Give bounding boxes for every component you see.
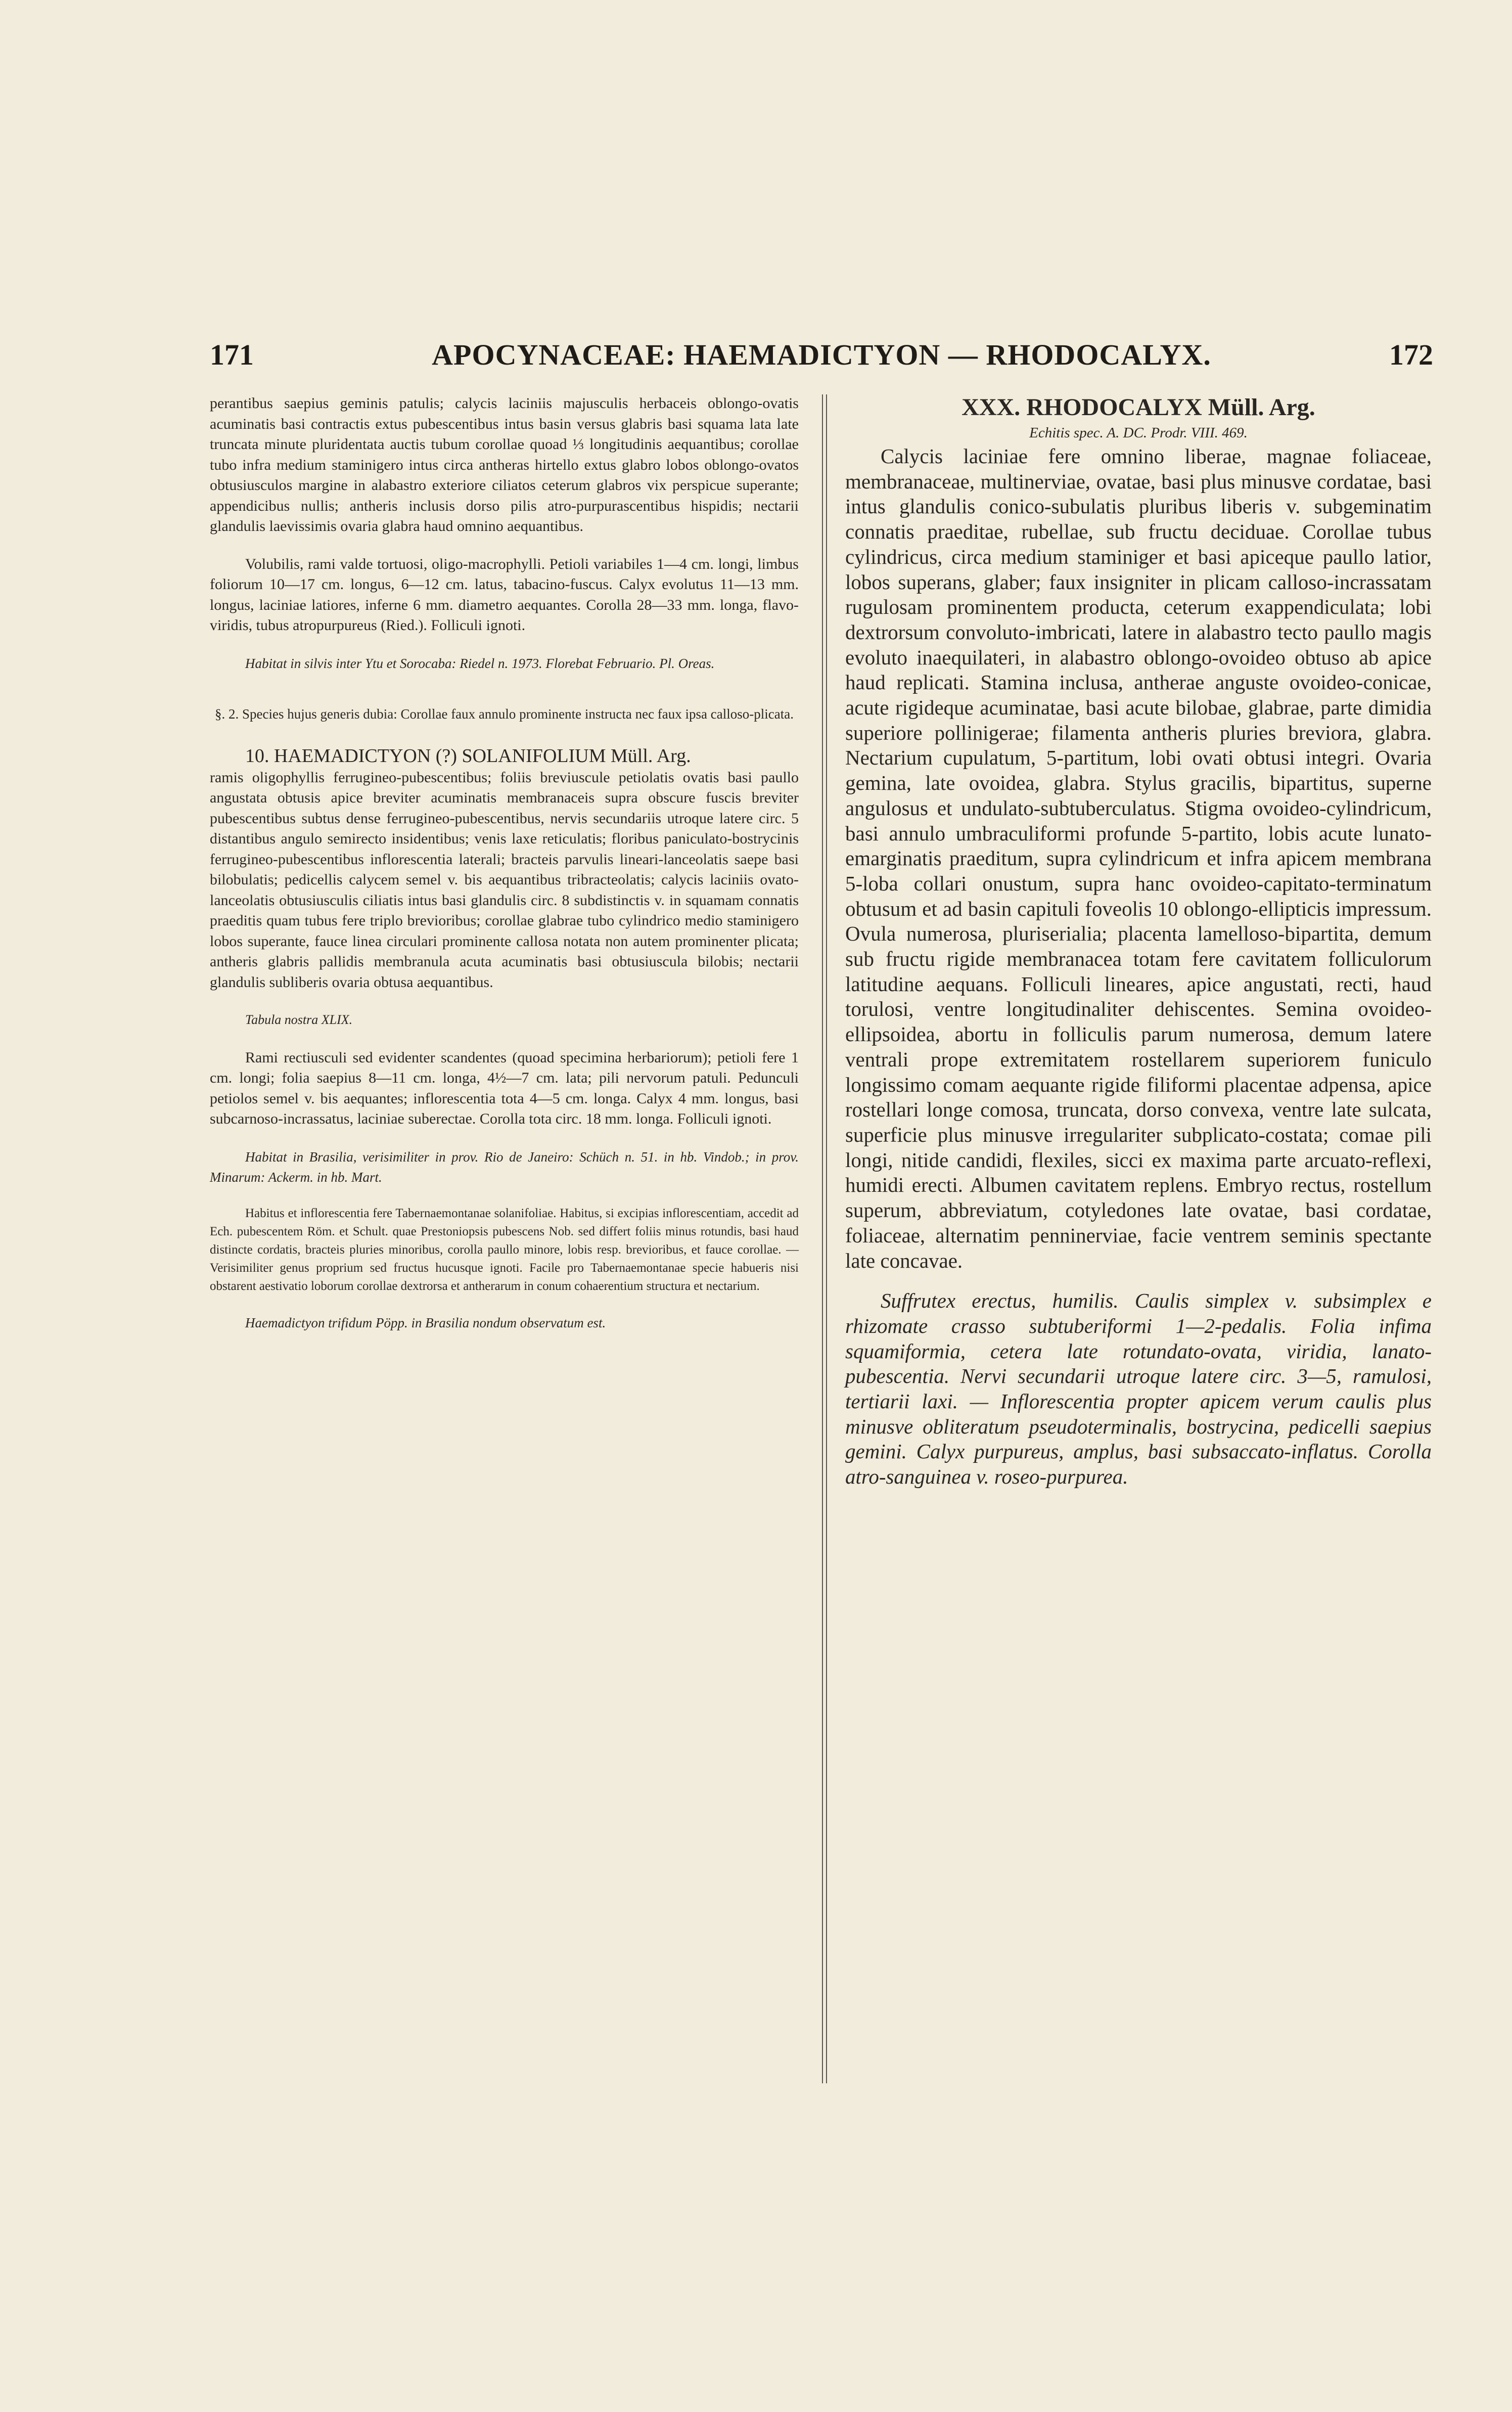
species-heading: 10. HAEMADICTYON (?) SOLANIFOLIUM Müll. Arg.	[245, 745, 691, 767]
column-divider-line	[822, 394, 823, 2083]
page-number-left: 171	[210, 338, 254, 371]
remarks-paragraph: Habitus et inflorescentia fere Tabernaemontanae solanifoliae. Habitus, si excipias inflorescentiam, accedit ad Ech. pubescentem Röm. et Schult. quae Prestoniopsis pubescens Nob. sed differt foliis minus rotundis, basi haud distincte cordatis, bracteis pluries minoribus, corolla paullo minore, lobis resp. brevioribus, et fauce corollae. — Verisimiliter genus proprium sed fructus hucusque ignoti. Facile pro Tabernaemontanae specie habueris nisi obstarent aestivatio loborum corollae dextrorsa et antherarum in conum cohaerentium structura et nectarium.	[210, 1206, 799, 1293]
running-title: APOCYNACEAE: HAEMADICTYON — RHODOCALYX.	[432, 338, 1211, 371]
paragraph-description: Volubilis, rami valde tortuosi, oligo-macrophylli. Petioli variabiles 1—4 cm. longi, limbus foliorum 10—17 cm. longus, 6—12 cm. latus, tabacino-fuscus. Calyx evolutus 11—13 mm. longus, laciniae latiores, inferne 6 mm. diametro aequantes. Corolla 28—33 mm. longa, flavo-viridis, tubus atropurpureus (Ried.). Folliculi ignoti.	[210, 555, 799, 634]
habitat-note: Habitat in Brasilia, verisimiliter in prov. Rio de Janeiro: Schüch n. 51. in hb. Vindob.; in prov. Minarum: Ackerm. in hb. Mart.	[210, 1149, 799, 1185]
habitat-note: Habitat in silvis inter Ytu et Sorocaba: Riedel n. 1973. Florebat Februario. Pl. Oreas.	[245, 655, 715, 671]
running-header	[210, 338, 1433, 373]
genus-heading: XXX. RHODOCALYX Müll. Arg.	[961, 394, 1315, 421]
column-divider-line	[826, 394, 827, 2083]
page-number-right: 172	[1389, 338, 1433, 371]
habit-description: Suffrutex erectus, humilis. Caulis simplex v. subsimplex e rhizomate crasso subtuberiformi 1—2-pedalis. Folia infima squamiformia, cetera late rotundato-ovata, viridia, lanato-pubescentia. Nervi secundarii utroque latere circ. 3—5, ramulosi, tertiarii laxi. — Inflorescentia propter apicem verum caulis plus minusve obliteratum pseudoterminalis, bostrycina, pedicelli saepius gemini. Calyx purpureus, amplus, basi subsaccato-inflatus. Corolla atro-sanguinea v. roseo-purpurea.	[845, 1289, 1432, 1489]
section-heading: §. 2. Species hujus generis dubia: Corollae faux annulo prominente instructa nec faux ipsa calloso-plicata.	[215, 706, 794, 722]
species-diagnosis: ramis oligophyllis ferrugineo-pubescentibus; foliis breviuscule petiolatis ovatis basi paullo angustata obtusis apice breviter acuminatis membranaceis supra obscure fuscis breviter pubescentibus subtus dense ferrugineo-pubescentibus, nervis secundariis utroque latere circ. 5 distantibus angulo semirecto insidentibus; venis laxe reticulatis; floribus paniculato-bostrycinis ferrugineo-pubescentibus inflorescentia laterali; bracteis parvulis lineari-lanceolatis saepe basi bilobulatis; pedicellis calycem semel v. bis aequantibus tribracteolatis; calycis laciniis ovato-lanceolatis obtusiusculis ciliatis intus basi glandulis circ. 8 subdistinctis v. in squamam connatis praeditis quam tubus fere triplo brevioribus; corollae glabrae tubo cylindrico medio staminigero lobos superante, fauce linea circulari prominente callosa notata non autem prominenter plicata; antheris glabris pallidis membranula acuta acuminatis basi obtusiuscula bilobis; nectarii glandulis subliberis ovaria obtusa aequantibus.	[210, 769, 799, 991]
right-column	[845, 393, 1432, 1490]
plate-reference: Tabula nostra XLIX.	[245, 1012, 353, 1027]
paragraph-continued: perantibus saepius geminis patulis; calycis laciniis majusculis herbaceis oblongo-ovatis acuminatis basi contractis extus pubescentibus intus basin versus glabris basi squama lata late truncata minute pluridentata auctis tubum corollae quoad ⅓ longitudinis aequantibus; corollae tubo infra medium staminigero intus circa antheras hirtello extus glabro lobos oblongo-ovatos obtusiusculos margine in alabastro exteriore ciliatos ceterum glabros vix perspicue superante; appendicibus nullis; antheris inclusis dorso pilis atro-purpurascentibus hispidis; nectarii glandulis laevissimis ovaria glabra haud omnino aequantibus.	[210, 395, 799, 534]
paragraph-description: Rami rectiusculi sed evidenter scandentes (quoad specimina herbariorum); petioli fere 1 cm. longi; folia saepius 8—11 cm. longa, 4½—7 cm. lata; pili nervorum patuli. Pedunculi petiolos semel v. bis aequantes; inflorescentia tota 4—5 cm. longa. Calyx 4 mm. longus, basi subcarnoso-incrassatus, laciniae suberectae. Corolla tota circ. 18 mm. longa. Folliculi ignoti.	[210, 1049, 799, 1127]
left-column	[210, 393, 799, 1333]
synonym-line: Echitis spec. A. DC. Prodr. VIII. 469.	[1029, 425, 1248, 441]
closing-note: Haemadictyon trifidum Pöpp. in Brasilia nondum observatum est.	[245, 1315, 606, 1330]
genus-description: Calycis laciniae fere omnino liberae, magnae foliaceae, membranaceae, multinerviae, ovatae, basi plus minusve cordatae, basi intus glandulis conico-subulatis pluribus liberis v. subgeminatim connatis praeditae, rubellae, sub fructu deciduae. Corollae tubus cylindricus, circa medium staminiger et basi apiceque paullo latior, lobos superans, glaber; faux insigniter in plicam calloso-incrassatam rugulosam prominentem producta, ceterum exappendiculata; lobi dextrorsum convoluto-imbricati, latere in alabastro tecto paullo magis evoluto inaequilateri, in alabastro oblongo-ovoideo obtuso ab apice haud replicati. Stamina inclusa, antherae anguste ovoideo-conicae, acute rigideque acuminatae, basi acute bilobae, glabrae, parte dimidia superiore pollinigerae; filamenta antheris pluries breviora, glabra. Nectarium cupulatum, 5-partitum, lobi ovati obtusi integri. Ovaria gemina, late ovoidea, glabra. Stylus gracilis, bipartitus, superne angulosus et undulato-subtuberculatus. Stigma ovoideo-cylindricum, basi annulo umbraculiformi profunde 5-partito, lobis acute lunato-emarginatis praeditum, supra cylindricum et infra apicem membrana 5-loba collari onustum, supra hanc ovoideo-capitato-terminatum obtusum et ad basin capituli foveolis 10 oblongo-ellipticis impressum. Ovula numerosa, pluriserialia; placenta lamelloso-bipartita, demum sub fructu rigide membranacea totam fere cavitatem folliculorum latitudine aequans. Folliculi lineares, apice angustati, recti, haud torulosi, ventre longitudinaliter dehiscentes. Semina ovoideo-ellipsoidea, abortu in folliculis parum numerosa, demum latere ventrali prope extremitatem rostellarem superiorem funiculo longissimo comam aequante rigide filiformi placentae adpensa, apice rostellari longe comosa, truncata, dorso convexa, ventre late sulcata, superficie plus minusve irregulariter subplicato-costata; comae pili longi, nitide candidi, flexiles, sicci ex maxima parte arcuato-reflexi, humidi erecti. Albumen cavitatem replens. Embryo rectus, rostellum superum, abbreviatum, cotyledones late ovatae, basi cordatae, foliaceae, alternatim penninerviae, facie ventrem seminis spectante late concavae.	[845, 444, 1432, 1272]
